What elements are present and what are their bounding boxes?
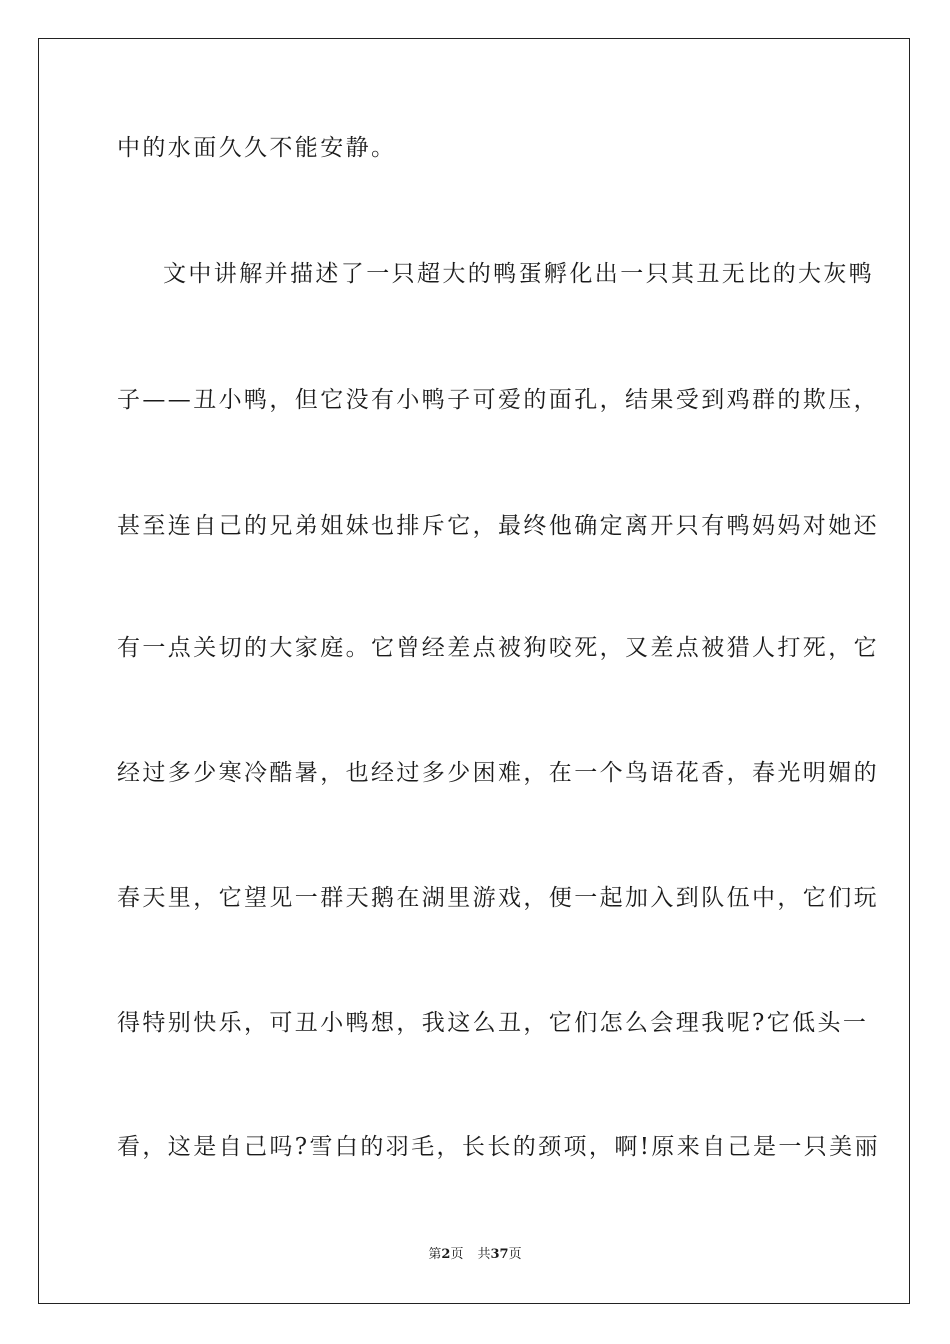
text-line-5: 有一点关切的大家庭。它曾经差点被狗咬死，又差点被猎人打死，它 [117,635,879,661]
text-line-1: 中的水面久久不能安静。 [117,135,397,161]
text-line-6: 经过多少寒冷酷暑，也经过多少困难，在一个鸟语花香，春光明媚的 [117,760,879,786]
text-line-7: 春天里，它望见一群天鹅在湖里游戏，便一起加入到队伍中，它们玩 [117,885,879,911]
text-line-4: 甚至连自己的兄弟姐妹也排斥它，最终他确定离开只有鸭妈妈对她还 [117,513,879,539]
page-suffix: 页 [450,1247,464,1262]
page-number: 2 [441,1247,451,1262]
page-footer [0,1246,950,1264]
text-line-2: 文中讲解并描述了一只超大的鸭蛋孵化出一只其丑无比的大灰鸭 [163,261,875,287]
total-suffix: 页 [508,1247,522,1262]
total-prefix: 共 [477,1247,491,1262]
text-line-9: 看，这是自己吗?雪白的羽毛，长长的颈项，啊!原来自己是一只美丽 [117,1134,880,1160]
total-pages: 37 [490,1247,509,1262]
text-line-8: 得特别快乐，可丑小鸭想，我这么丑，它们怎么会理我呢?它低头一 [117,1010,869,1036]
page-border [38,38,910,1304]
text-line-3: 子——丑小鸭，但它没有小鸭子可爱的面孔，结果受到鸡群的欺压， [117,387,879,413]
page-prefix: 第 [428,1247,442,1262]
